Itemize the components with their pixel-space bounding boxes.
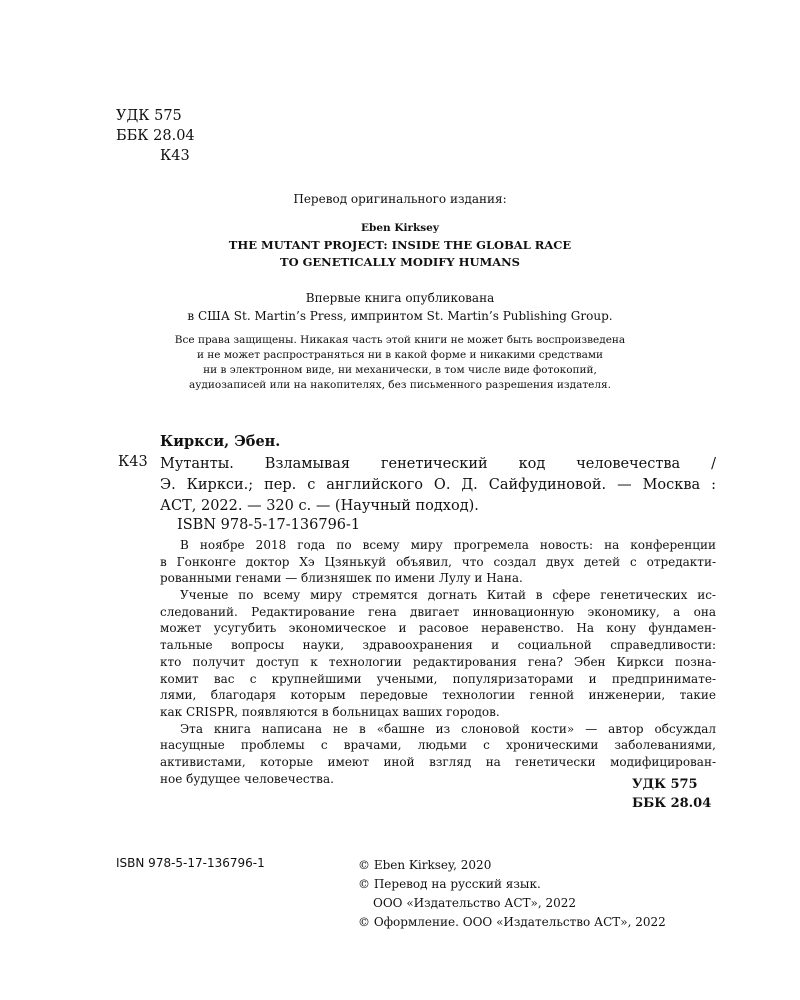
catalog-code: К43 bbox=[118, 454, 148, 470]
first-published-line1: Впервые книга опубликована bbox=[305, 291, 495, 305]
abstract-line: как CRISPR, появляются в больницах ваших городов. bbox=[160, 704, 500, 719]
classification-block bbox=[116, 106, 195, 166]
udk-code-bottom: УДК 575 bbox=[632, 777, 698, 792]
bbk-code-bottom: ББК 28.04 bbox=[632, 796, 712, 811]
copyright-line: © Перевод на русский язык. bbox=[358, 877, 541, 891]
catalog-description bbox=[160, 454, 716, 517]
abstract-line: может усугубить экономическое и расовое неравенство. На кону фундамен- bbox=[160, 621, 716, 636]
abstract-line: ное будущее человечества. bbox=[160, 771, 334, 786]
catalog-author: Киркси, Эбен. bbox=[160, 433, 281, 450]
original-edition-label: Перевод оригинального издания: bbox=[293, 192, 507, 206]
abstract-line: лями, благодаря которым передовые технологии генной инженерии, такие bbox=[160, 688, 716, 703]
abstract-line: кто получит доступ к технологии редактирования гена? Эбен Киркси позна- bbox=[160, 654, 716, 669]
author-sign-code: К43 bbox=[160, 148, 190, 164]
abstract-line: следований. Редактирование гена двигает инновационную экономику, а она bbox=[160, 604, 716, 619]
original-author: Eben Kirksey bbox=[361, 222, 439, 234]
abstract-line: рованными генами — близняшек по имени Лулу и Нана. bbox=[160, 571, 523, 586]
abstract-line: активистами, которые имеют иной взгляд на генетически модифицирован- bbox=[160, 754, 716, 769]
rights-line: Все права защищены. Никакая часть этой книги не может быть воспроизведена bbox=[174, 334, 626, 346]
abstract bbox=[160, 537, 716, 787]
bottom-classification bbox=[632, 775, 711, 813]
copyright-line: © Eben Kirksey, 2020 bbox=[358, 858, 492, 872]
original-title-line1: THE MUTANT PROJECT: INSIDE THE GLOBAL RACE bbox=[228, 238, 572, 252]
rights-line: ни в электронном виде, ни механически, в том числе виде фотокопий, bbox=[203, 364, 597, 376]
copyright-line: ООО «Издательство АСТ», 2022 bbox=[373, 896, 577, 910]
copyright-block bbox=[358, 856, 666, 932]
abstract-line: Ученые по всему миру стремятся догнать Китай в сфере генетических ис- bbox=[180, 588, 716, 603]
original-title-line2: TO GENETICALLY MODIFY HUMANS bbox=[280, 255, 520, 269]
first-published-line2: в США St. Martin’s Press, импринтом St. Martin’s Publishing Group. bbox=[187, 309, 613, 323]
first-published-block bbox=[0, 289, 800, 325]
catalog-description-line: Мутанты. Взламывая генетический код человечества / bbox=[160, 456, 716, 472]
catalog-description-line: АСТ, 2022. — 320 с. — (Научный подход). bbox=[160, 498, 479, 514]
rights-notice bbox=[0, 333, 800, 393]
abstract-line: в Гонконге доктор Хэ Цзянькуй объявил, что создал двух детей с отредакти- bbox=[160, 554, 716, 569]
isbn-bottom: ISBN 978-5-17-136796-1 bbox=[116, 856, 265, 870]
udk-code: УДК 575 bbox=[116, 108, 182, 124]
abstract-line: Эта книга написана не в «башне из слоновой кости» — автор обсуждал bbox=[180, 721, 716, 736]
catalog-description-line: Э. Киркси.; пер. с английского О. Д. Сайфудиновой. — Москва : bbox=[160, 477, 716, 493]
abstract-line: насущные проблемы с врачами, людьми с хроническими заболеваниями, bbox=[160, 738, 716, 753]
catalog-isbn: ISBN 978-5-17-136796-1 bbox=[177, 517, 361, 533]
original-edition-block bbox=[0, 220, 800, 271]
abstract-line: комит вас с крупнейшими учеными, популяризаторами и предпринимате- bbox=[160, 671, 716, 686]
rights-line: и не может распространяться ни в какой форме и никакими средствами bbox=[196, 349, 604, 361]
abstract-line: тальные вопросы науки, здравоохранения и социальной справедливости: bbox=[160, 638, 716, 653]
copyright-line: © Оформление. ООО «Издательство АСТ», 2022 bbox=[358, 915, 666, 929]
rights-line: аудиозаписей или на накопителях, без письменного разрешения издателя. bbox=[188, 379, 612, 391]
abstract-line: В ноябре 2018 года по всему миру прогремела новость: на конференции bbox=[180, 538, 716, 552]
bbk-code: ББК 28.04 bbox=[116, 128, 195, 144]
